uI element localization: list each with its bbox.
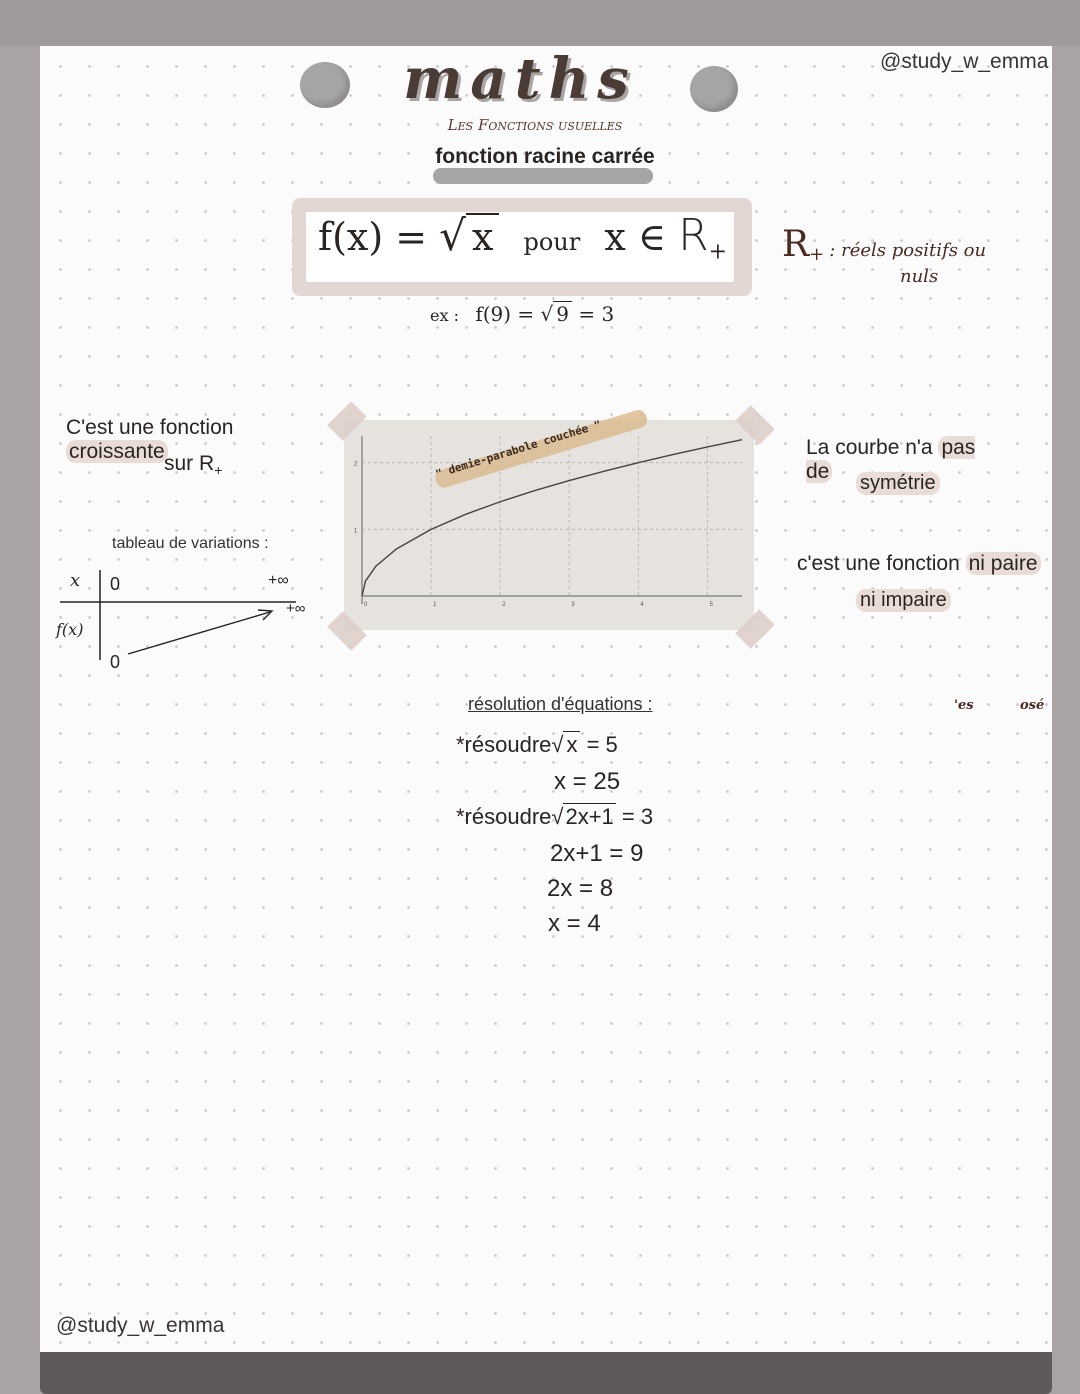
def-lhs: f(x) = (318, 215, 428, 259)
title-text: maths (403, 46, 637, 112)
example-prefix: ex : (430, 306, 459, 325)
eq1-line (456, 732, 618, 758)
x-tick-label: 5 (709, 602, 713, 608)
eq2-step3: x = 4 (548, 910, 601, 937)
graph-photo (344, 417, 754, 630)
eq2-step2: 2x = 8 (547, 875, 614, 902)
subtitle: Les Fonctions usuelles (447, 116, 623, 134)
def-in: ∈ (637, 215, 666, 259)
eq2-line (456, 804, 653, 830)
variations-table (56, 568, 316, 678)
title-circle-right (690, 66, 738, 112)
eq1-sqrt: √ (551, 732, 564, 757)
parity-hl1: ni paire (966, 552, 1041, 575)
example-sqrt: √ (540, 302, 554, 326)
x-tick-label: 2 (502, 602, 506, 608)
eq1-rhs: = 5 (586, 732, 618, 757)
bottom-bar (40, 1352, 1052, 1394)
def-set-sub: + (708, 239, 728, 265)
y-tick-label: 1 (354, 528, 358, 535)
handle-bottom: @study_w_emma (56, 1314, 225, 1337)
fx-end: +∞ (286, 600, 306, 617)
note-text: : réels positifs ou (829, 240, 987, 261)
parity-text (797, 552, 1038, 576)
croissante-pre: C'est une fonction (66, 416, 234, 439)
row-x-label: x (70, 570, 81, 591)
example-result: = 3 (578, 302, 615, 326)
def-var: x (604, 215, 626, 259)
graph-annotation: " demie-parabole couchée " (434, 417, 603, 481)
stray-text-1: 'es (954, 698, 974, 713)
x-start: 0 (110, 574, 121, 594)
croissante-sub: + (214, 462, 223, 479)
x-tick-label: 0 (364, 602, 368, 608)
eq2-rhs: = 3 (621, 804, 654, 829)
def-radicand: x (466, 213, 499, 259)
sym-hl1: pas de (806, 436, 976, 483)
fx-start: 0 (110, 652, 121, 672)
note-text-2: nuls (900, 266, 939, 287)
example-lhs: f(9) = (475, 302, 535, 326)
x-tick-label: 1 (433, 602, 437, 608)
eq2-sqrt: √ (551, 804, 564, 829)
eq1-rad: x (563, 731, 580, 757)
definition-formula (318, 210, 738, 280)
def-pour: pour (523, 228, 581, 256)
croissante-sur: sur R (164, 452, 215, 475)
equations-title: résolution d'équations : (468, 694, 653, 714)
topic-highlight (433, 168, 653, 184)
y-tick-label: 2 (354, 461, 358, 468)
parity-pre: c'est une fonction (797, 552, 960, 575)
topic-heading: fonction racine carrée (435, 145, 655, 168)
x-tick-label: 3 (571, 602, 575, 608)
parity-hl2: ni impaire (856, 589, 951, 612)
page-title (350, 46, 690, 116)
eq2-rad: 2x+1 (565, 804, 614, 829)
row-fx-label: f(x) (56, 620, 84, 639)
sqrt-sign: √ (439, 211, 466, 260)
eq2-prefix: *résoudre (456, 804, 552, 829)
sym-pre: La courbe n'a (806, 436, 933, 459)
variations-title: tableau de variations : (112, 535, 269, 552)
definition-box (292, 198, 752, 296)
eq2-step1: 2x+1 = 9 (550, 840, 644, 867)
eq1-prefix: *résoudre (456, 732, 552, 757)
def-set: R (678, 210, 709, 261)
sym-hl2: symétrie (856, 472, 940, 495)
stray-text-2: osé (1020, 698, 1045, 713)
note-set: R (782, 224, 810, 265)
title-circle-left (300, 62, 350, 108)
example (430, 302, 670, 326)
note-sub: + (809, 244, 825, 266)
variation-arrow (128, 612, 270, 654)
eq1-step1: x = 25 (554, 768, 621, 795)
croissante-line2 (164, 452, 222, 478)
set-note (782, 224, 1042, 294)
handle-top: @study_w_emma (880, 50, 1049, 73)
example-rad: 9 (553, 301, 572, 326)
x-tick-label: 4 (640, 602, 644, 608)
top-bar (0, 0, 1080, 46)
x-end: +∞ (268, 572, 289, 589)
croissante-highlight: croissante (66, 440, 168, 463)
